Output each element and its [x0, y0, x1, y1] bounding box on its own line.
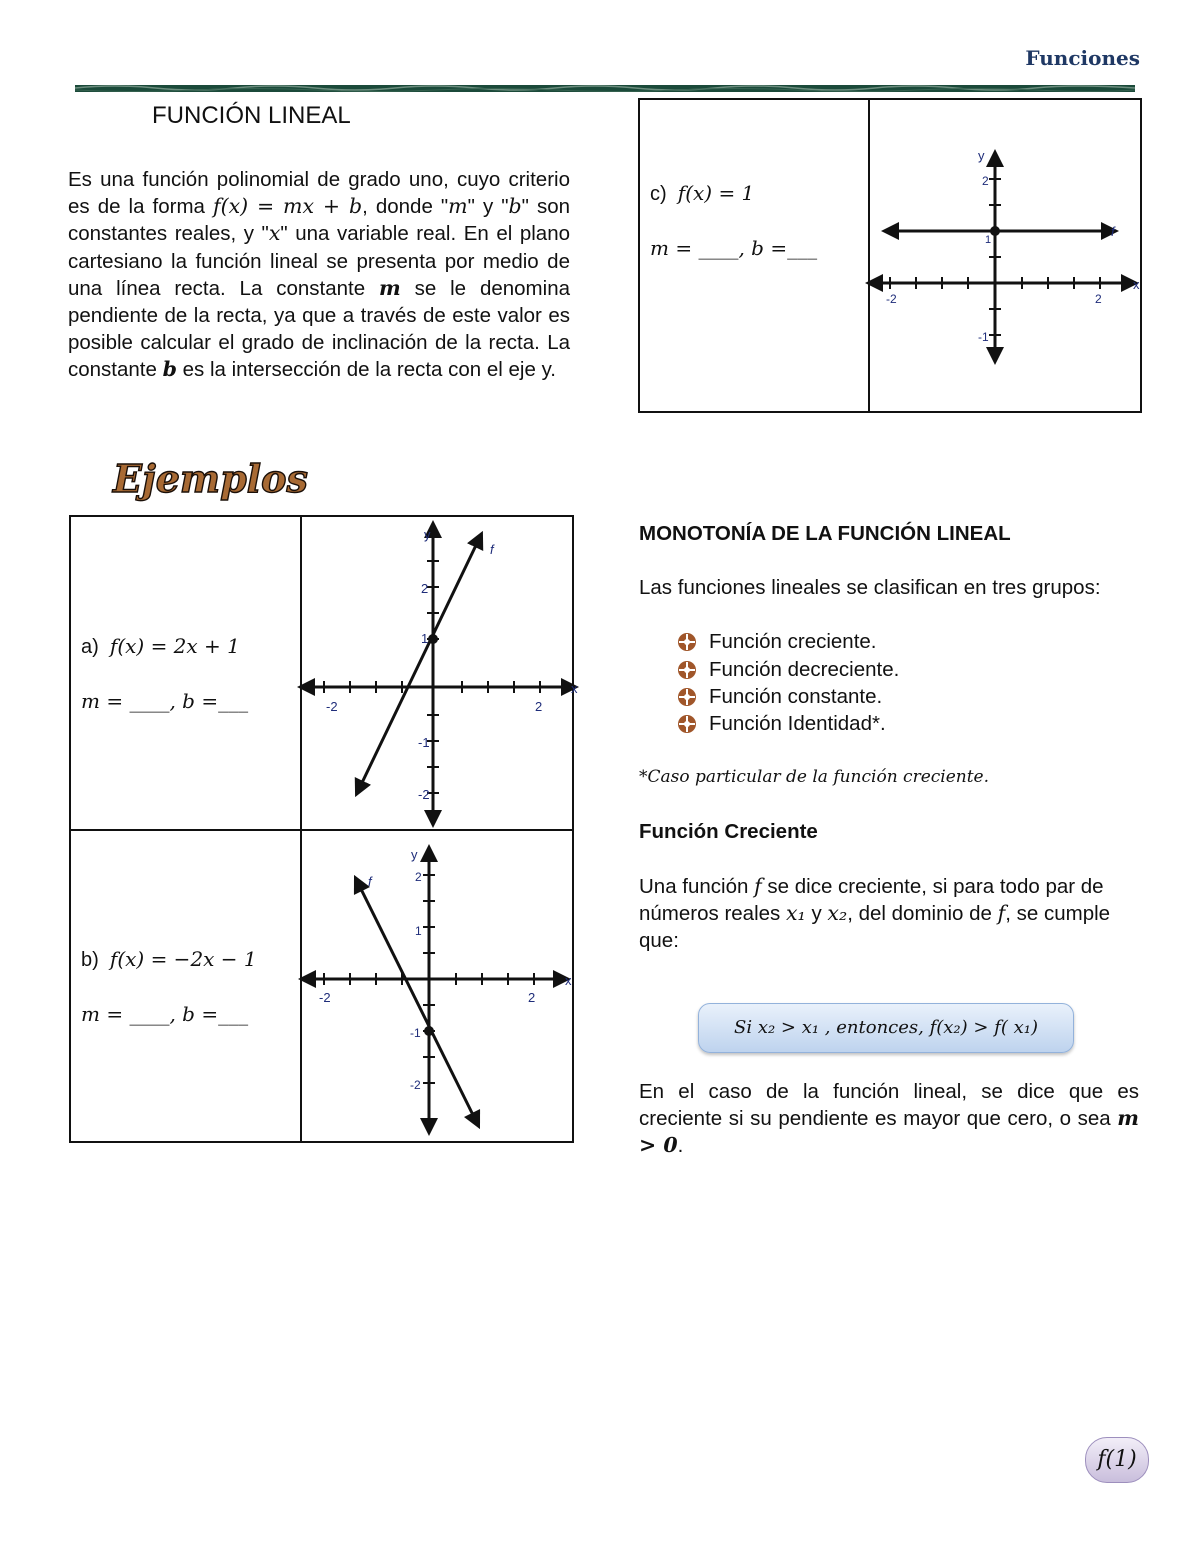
function-label: f: [368, 874, 372, 889]
y-tick-label: 1: [421, 631, 429, 646]
formula: f(x) = 1: [677, 181, 755, 205]
y-tick-label: -1: [410, 1026, 421, 1040]
graph-cell: [301, 830, 573, 1142]
graph-a: [302, 517, 578, 824]
x-tick-label: 2: [1095, 292, 1102, 306]
x-tick-label: 2: [528, 990, 536, 1005]
graph-cell: [869, 99, 1141, 412]
example-row: [70, 830, 573, 1142]
flower-bullet-icon: [677, 632, 697, 652]
formula: f(x) = −2x − 1: [109, 946, 257, 971]
example-label-cell: c) f(x) = 1 m = ____, b =___: [639, 99, 869, 412]
y-tick-label: -1: [978, 330, 989, 344]
x-axis-label: x: [565, 973, 572, 988]
page-badge: f(1): [1085, 1437, 1149, 1483]
y-tick-label: 1: [415, 924, 422, 938]
y-tick-label: 2: [982, 174, 989, 188]
page-title: FUNCIÓN LINEAL: [152, 102, 351, 129]
x-tick-label: 2: [535, 699, 543, 714]
y-tick-label: 2: [421, 581, 429, 596]
blank-answer: m = ____, b =___: [650, 236, 818, 260]
example-row: [70, 516, 573, 830]
y-axis-label: y: [424, 527, 431, 542]
y-axis-label: y: [978, 148, 985, 163]
function-line: [359, 539, 479, 789]
flower-bullet-icon: [677, 687, 697, 707]
y-intercept-point: [424, 1026, 434, 1036]
y-tick-label: 2: [415, 870, 422, 884]
condition-box: Si x₂ > x₁ , entonces, f(x₂) > f( x₁): [698, 1003, 1074, 1053]
example-c-table: [638, 98, 1142, 413]
y-axis-label: y: [411, 847, 418, 862]
flower-bullet-icon: [677, 714, 697, 734]
creciente-definition: Una función f se dice creciente, si para todo par de números reales x₁ y x₂, del dominio de f, se cumple que:: [639, 873, 1111, 953]
y-intercept-point: [990, 226, 1000, 236]
y-tick-label: 1: [985, 234, 992, 246]
svg-text:Ejemplos: Ejemplos: [113, 456, 308, 501]
creciente-linear-paragraph: En el caso de la función lineal, se dice que es creciente si su pendiente es mayor que cero, o sea m > 0.: [639, 1080, 1139, 1158]
x-tick-label: -2: [326, 699, 338, 714]
y-intercept-point: [428, 634, 438, 644]
monotonia-heading: MONOTONÍA DE LA FUNCIÓN LINEAL: [639, 522, 1011, 545]
y-tick-label: -2: [418, 787, 430, 802]
x-axis-label: x: [1133, 277, 1140, 292]
y-tick-label: -2: [410, 1078, 421, 1092]
blank-answer: m = ____, b =___: [81, 1001, 249, 1026]
monotonia-section: [639, 520, 1139, 954]
list-item: Función decreciente.: [677, 656, 1139, 683]
section-header: Funciones: [1025, 46, 1140, 70]
graph-c: [870, 100, 1140, 406]
x-tick-label: -2: [886, 292, 897, 306]
y-tick-label: -1: [418, 735, 430, 750]
intro-paragraph: Es una función polinomial de grado uno, cuyo criterio es de la forma f(x) = mx + b, donde "m" y "b" son constantes reales, y "x" una variable real. En el plano cartesiano la función lineal se presenta por medio de una línea recta. La constante m se le denomina pendiente de la recta, ya que a través de este valor es posible calcular el grado de inclinación de la recta. La constante b es la intersección de la recta con el eje y.: [68, 168, 571, 382]
function-label: f: [1111, 224, 1115, 239]
identity-note: *Caso particular de la función creciente.: [639, 767, 990, 788]
blank-answer: m = ____, b =___: [81, 688, 249, 713]
creciente-heading: Función Creciente: [639, 820, 818, 844]
list-item: Función creciente.: [677, 628, 1139, 655]
graph-b: [302, 831, 572, 1136]
x-axis-label: x: [571, 681, 578, 696]
flower-bullet-icon: [677, 660, 697, 680]
formula: f(x) = 2x + 1: [109, 633, 240, 658]
list-item: Función Identidad*.: [677, 710, 1139, 737]
example-label-cell: b) f(x) = −2x − 1 m = ____, b =___: [70, 830, 301, 1142]
decorative-band: [75, 84, 1135, 93]
x-tick-label: -2: [319, 990, 331, 1005]
examples-heading: [110, 446, 310, 510]
monotonia-intro: Las funciones lineales se clasifican en tres grupos:: [639, 576, 1101, 600]
function-label: f: [490, 542, 494, 557]
examples-table: [69, 515, 578, 1143]
list-item: Función constante.: [677, 683, 1139, 710]
example-row: [639, 99, 1141, 412]
monotonia-list: [639, 628, 1139, 737]
example-label-cell: a) f(x) = 2x + 1 m = ____, b =___: [70, 516, 301, 830]
graph-cell: [301, 516, 578, 830]
